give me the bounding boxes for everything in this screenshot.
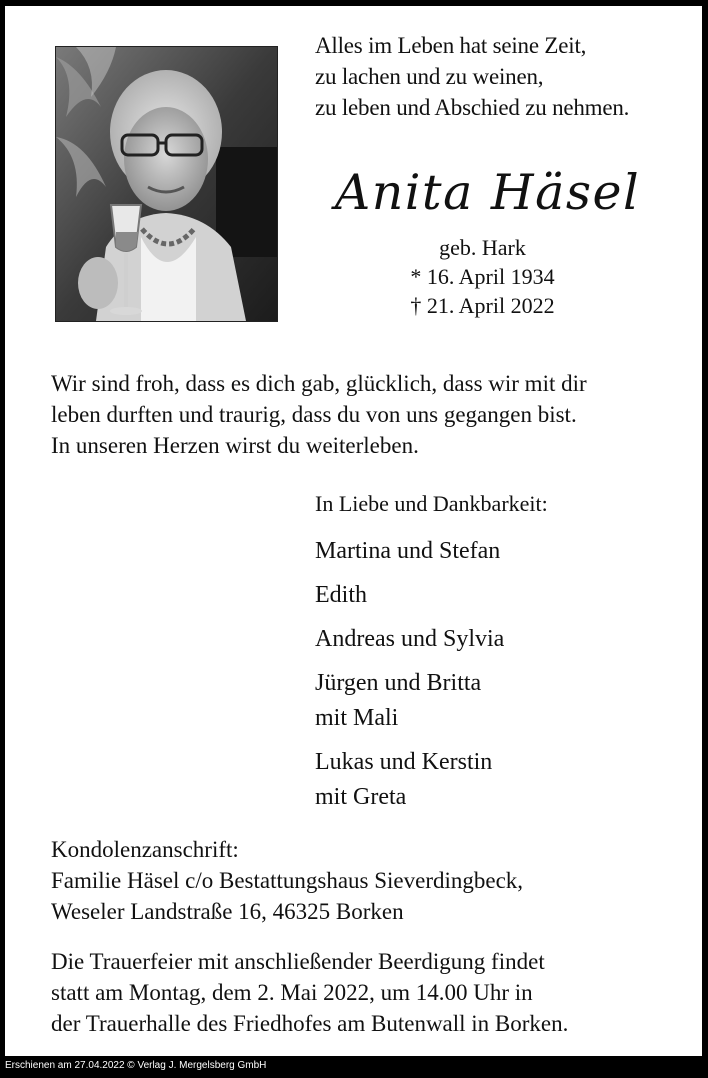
funeral-line: Die Trauerfeier mit anschließender Beerdigung findet: [51, 949, 545, 974]
mourner-name: mit Mali: [315, 705, 399, 731]
farewell-text: [51, 368, 691, 461]
condolence-line: Familie Häsel c/o Bestattungshaus Sieverdingbeck,: [51, 868, 524, 893]
farewell-line: leben durften und traurig, dass du von uns gegangen bist.: [51, 402, 577, 427]
motto-line: Alles im Leben hat seine Zeit,: [315, 33, 587, 58]
condolence-address: [51, 834, 691, 927]
mourner-group: [315, 622, 504, 657]
motto-line: zu leben und Abschied zu nehmen.: [315, 95, 630, 120]
farewell-line: Wir sind froh, dass es dich gab, glücklich, dass wir mit dir: [51, 371, 587, 396]
motto-verse: [315, 30, 629, 123]
condolence-line: Weseler Landstraße 16, 46325 Borken: [51, 899, 404, 924]
publication-footer: Erschienen am 27.04.2022 © Verlag J. Mergelsberg GmbH: [5, 1060, 267, 1071]
mourner-group: [315, 578, 504, 613]
motto-line: zu lachen und zu weinen,: [315, 64, 544, 89]
funeral-line: statt am Montag, dem 2. Mai 2022, um 14.00 Uhr in: [51, 980, 533, 1005]
mourner-name: Andreas und Sylvia: [315, 626, 505, 652]
mourners-list: [315, 534, 504, 824]
mourner-name: Jürgen und Britta: [315, 670, 482, 696]
portrait-photo: [55, 46, 278, 322]
mourner-group: [315, 666, 504, 736]
thanks-heading: In Liebe und Dankbarkeit:: [315, 491, 548, 516]
obituary-sheet: [5, 6, 702, 1056]
mourner-name: Edith: [315, 582, 367, 608]
mourner-name: Lukas und Kerstin: [315, 749, 493, 775]
funeral-info: [51, 946, 691, 1039]
mourner-group: [315, 534, 504, 569]
funeral-line: der Trauerhalle des Friedhofes am Butenwall in Borken.: [51, 1011, 569, 1036]
mourner-name: Martina und Stefan: [315, 538, 501, 564]
condolence-line: Kondolenzanschrift:: [51, 837, 239, 862]
life-dates: [380, 233, 585, 320]
mourner-group: [315, 745, 504, 815]
farewell-line: In unseren Herzen wirst du weiterleben.: [51, 433, 419, 458]
birth-name: geb. Hark: [439, 235, 526, 260]
deceased-name: Anita Häsel: [334, 164, 641, 221]
death-date: † 21. April 2022: [410, 293, 555, 318]
birth-date: * 16. April 1934: [410, 264, 555, 289]
mourner-name: mit Greta: [315, 784, 407, 810]
